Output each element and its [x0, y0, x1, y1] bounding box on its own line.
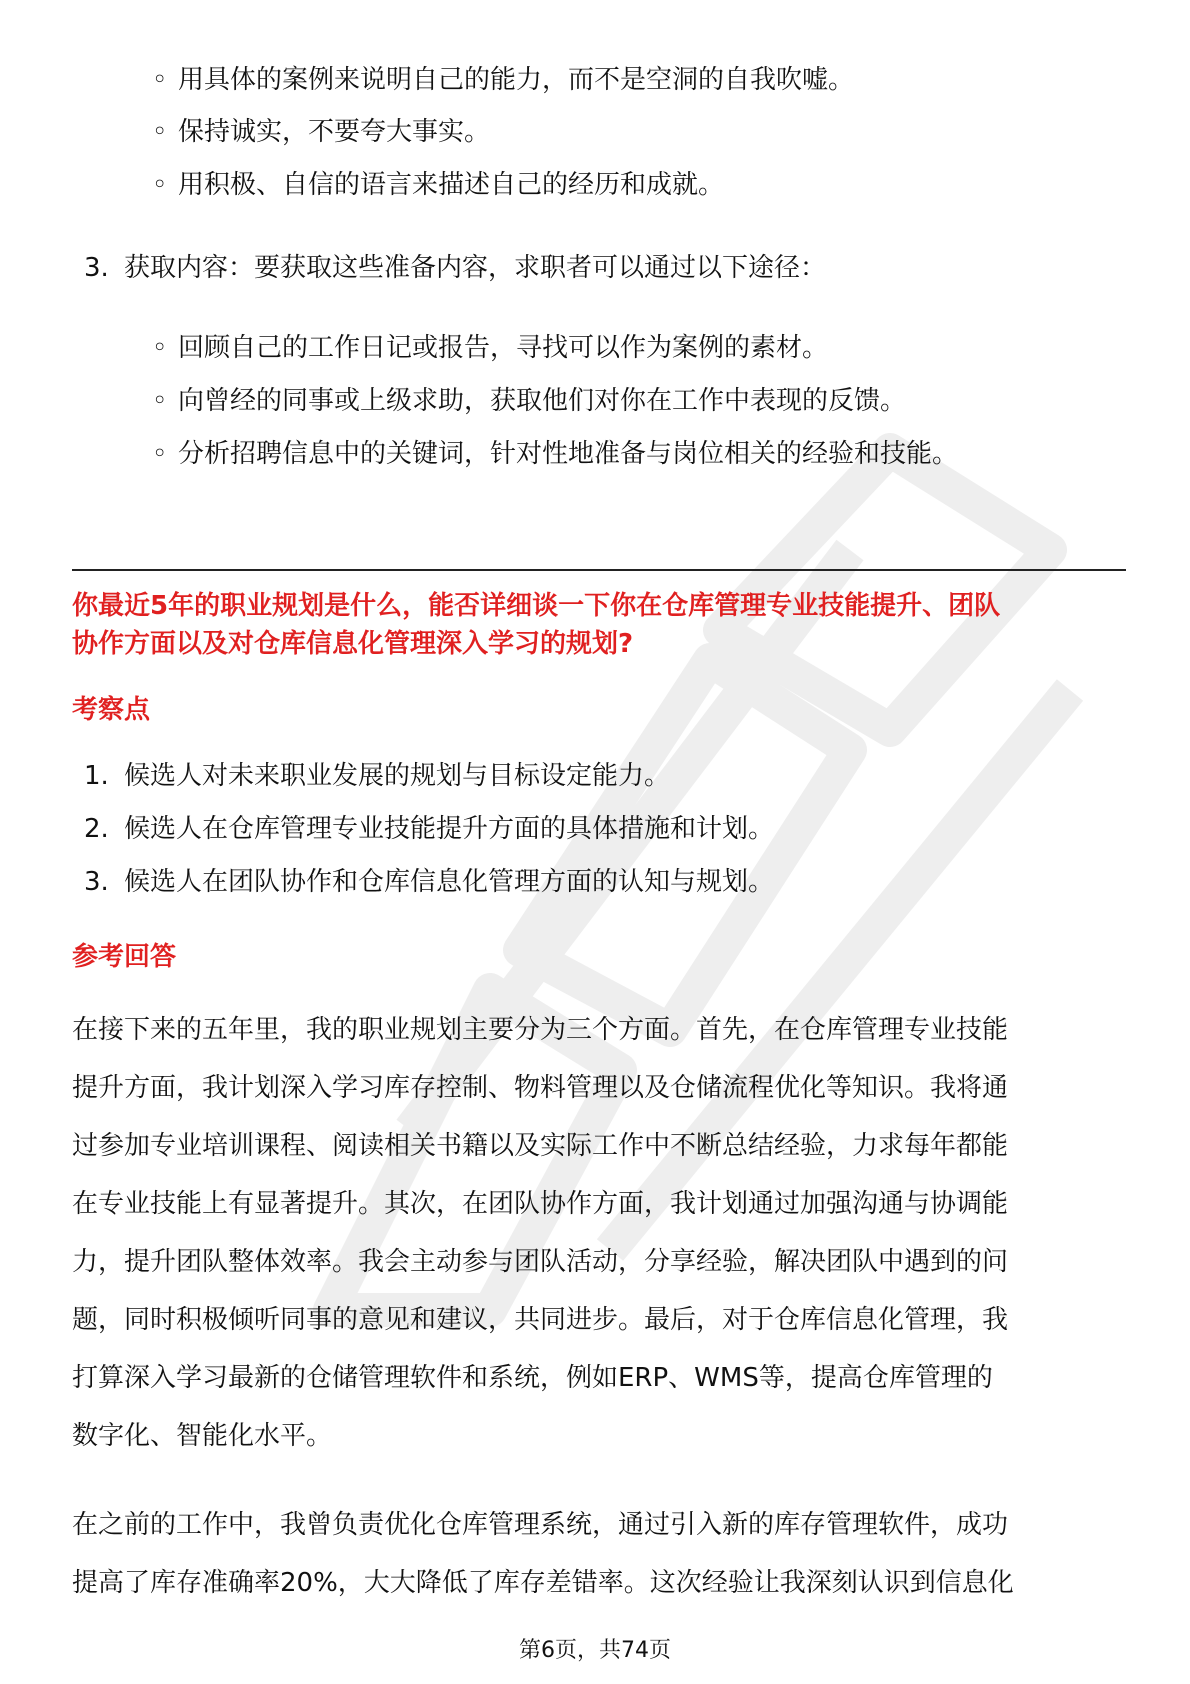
- bullet-marker: ◦: [152, 439, 168, 469]
- list-item: 候选人在仓库管理专业技能提升方面的具体措施和计划。: [124, 814, 775, 844]
- bullet-marker: ◦: [152, 170, 168, 200]
- list-item: 候选人在团队协作和仓库信息化管理方面的认知与规划。: [124, 867, 775, 897]
- paragraph-line: 题，同时积极倾听同事的意见和建议，共同进步。最后，对于仓库信息化管理，我: [72, 1305, 1009, 1335]
- question-line-1: 你最近5年的职业规划是什么，能否详细谈一下你在仓库管理专业技能提升、团队: [72, 591, 1001, 621]
- list-item: 向曾经的同事或上级求助，获取他们对你在工作中表现的反馈。: [178, 386, 907, 416]
- question-line-2: 协作方面以及对仓库信息化管理深入学习的规划?: [72, 629, 634, 659]
- assessment-heading: 考察点: [72, 695, 151, 725]
- bullet-marker: ◦: [152, 117, 168, 147]
- section-divider: [72, 569, 1126, 571]
- list-item: 用积极、自信的语言来描述自己的经历和成就。: [178, 170, 725, 200]
- list-number: 1.: [84, 761, 109, 791]
- reference-heading: 参考回答: [72, 942, 177, 972]
- list-item: 获取内容：要获取这些准备内容，求职者可以通过以下途径：: [124, 253, 827, 283]
- list-item: 保持诚实，不要夸大事实。: [178, 117, 491, 147]
- list-item: 候选人对未来职业发展的规划与目标设定能力。: [124, 761, 671, 791]
- paragraph-line: 在接下来的五年里，我的职业规划主要分为三个方面。首先，在仓库管理专业技能: [72, 1015, 1009, 1045]
- paragraph-line: 提高了库存准确率20%，大大降低了库存差错率。这次经验让我深刻认识到信息化: [72, 1568, 1014, 1598]
- paragraph-line: 数字化、智能化水平。: [72, 1421, 333, 1451]
- list-number: 3.: [84, 867, 109, 897]
- paragraph-line: 在之前的工作中，我曾负责优化仓库管理系统，通过引入新的库存管理软件，成功: [72, 1510, 1009, 1540]
- paragraph-line: 在专业技能上有显著提升。其次，在团队协作方面，我计划通过加强沟通与协调能: [72, 1189, 1009, 1219]
- list-number: 2.: [84, 814, 109, 844]
- list-item: 回顾自己的工作日记或报告，寻找可以作为案例的素材。: [178, 333, 829, 363]
- paragraph-line: 打算深入学习最新的仓储管理软件和系统，例如ERP、WMS等，提高仓库管理的: [72, 1363, 993, 1393]
- bullet-marker: ◦: [152, 65, 168, 95]
- bullet-marker: ◦: [152, 386, 168, 416]
- paragraph-line: 力，提升团队整体效率。我会主动参与团队活动，分享经验，解决团队中遇到的问: [72, 1247, 1009, 1277]
- bullet-marker: ◦: [152, 333, 168, 363]
- list-number: 3.: [84, 253, 109, 283]
- paragraph-line: 提升方面，我计划深入学习库存控制、物料管理以及仓储流程优化等知识。我将通: [72, 1073, 1009, 1103]
- paragraph-line: 过参加专业培训课程、阅读相关书籍以及实际工作中不断总结经验，力求每年都能: [72, 1131, 1009, 1161]
- page-number: 第6页，共74页: [519, 1638, 671, 1663]
- list-item: 分析招聘信息中的关键词，针对性地准备与岗位相关的经验和技能。: [178, 439, 959, 469]
- list-item: 用具体的案例来说明自己的能力，而不是空洞的自我吹嘘。: [178, 65, 855, 95]
